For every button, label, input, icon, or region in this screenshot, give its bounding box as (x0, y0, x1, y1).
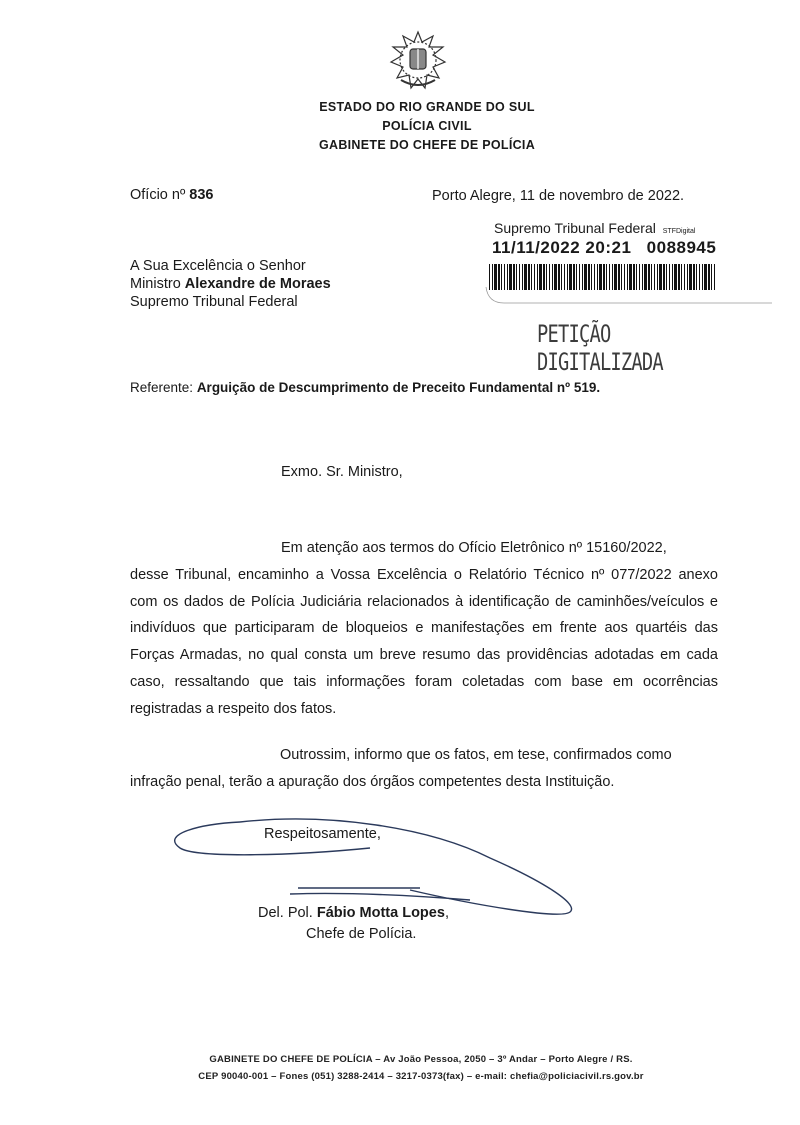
body-paragraph-1 (130, 535, 718, 723)
paragraph-2-body: infração penal, terão a apuração dos órgãos competentes desta Instituição. (130, 773, 615, 790)
addressee-name: Alexandre de Moraes (184, 276, 331, 292)
oficio-label: Ofício nº (130, 187, 186, 203)
signer-role: Chefe de Polícia. (306, 926, 417, 942)
handwritten-signature-icon (170, 808, 580, 920)
salutation: Exmo. Sr. Ministro, (281, 464, 403, 480)
addressee-salutation: A Sua Excelência o Senhor (130, 258, 306, 274)
reference-text: Arguição de Descumprimento de Preceito Fundamental nº 519. (196, 380, 601, 395)
paragraph-2-first-line: Outrossim, informo que os fatos, em tese, confirmados como (280, 747, 672, 763)
footer-contacts: CEP 90040-001 – Fones (051) 3288-2414 – 3217-0373(fax) – e-mail: chefia@policiacivil.rs.gov.br (198, 1071, 644, 1082)
signer-name: Fábio Motta Lopes (316, 905, 445, 921)
closing: Respeitosamente, (264, 826, 381, 842)
stamp-border (484, 285, 774, 307)
state-coat-of-arms-icon (389, 30, 447, 92)
place-date: Porto Alegre, 11 de novembro de 2022. (432, 188, 685, 204)
addressee-court: Supremo Tribunal Federal (130, 294, 298, 310)
digitalized-stamp: PETIÇÃO DIGITALIZADA (537, 320, 663, 376)
stamp-datetime: 11/11/2022 20:21 (492, 238, 632, 257)
header-office: GABINETE DO CHEFE DE POLÍCIA (318, 138, 536, 152)
paragraph-1-first-line: Em atenção aos termos do Ofício Eletrônico nº 15160/2022, (281, 540, 667, 556)
body-paragraph-2 (130, 742, 718, 796)
addressee-block (130, 257, 331, 311)
signer-line (258, 905, 449, 921)
reference-label: Referente: (130, 380, 194, 395)
signer-prefix: Del. Pol. (258, 905, 313, 921)
signer-suffix: , (444, 905, 449, 921)
stamp-receipt (492, 238, 716, 258)
stamp-court-name: Supremo Tribunal Federal (494, 220, 656, 236)
header-police: POLÍCIA CIVIL (382, 119, 472, 133)
stamp-protocol: 0088945 (646, 238, 717, 257)
stamp-court (494, 220, 695, 236)
stamp-tag: STFDigital (662, 228, 696, 235)
header-state: ESTADO DO RIO GRANDE DO SUL (319, 100, 535, 114)
addressee-title: Ministro (130, 276, 181, 292)
oficio-number (130, 187, 214, 203)
oficio-value: 836 (189, 187, 214, 203)
addressee-name-line (130, 275, 331, 293)
footer-address: GABINETE DO CHEFE DE POLÍCIA – Av João Pessoa, 2050 – 3º Andar – Porto Alegre / RS. (209, 1054, 633, 1065)
reference-line (130, 380, 600, 395)
paragraph-1-body: desse Tribunal, encaminho a Vossa Excelência o Relatório Técnico nº 077/2022 anexo com os dados de Polícia Judiciária relacionados à identificação de caminhões/veículos e indivíduos que participaram de bloqueios e manifestações em frente aos quartéis das Forças Armadas, no qual consta um breve resumo das providências adotadas em cada caso, ressaltando que tais informações foram coletadas com base em ocorrências registradas a respeito dos fatos. (130, 566, 718, 717)
